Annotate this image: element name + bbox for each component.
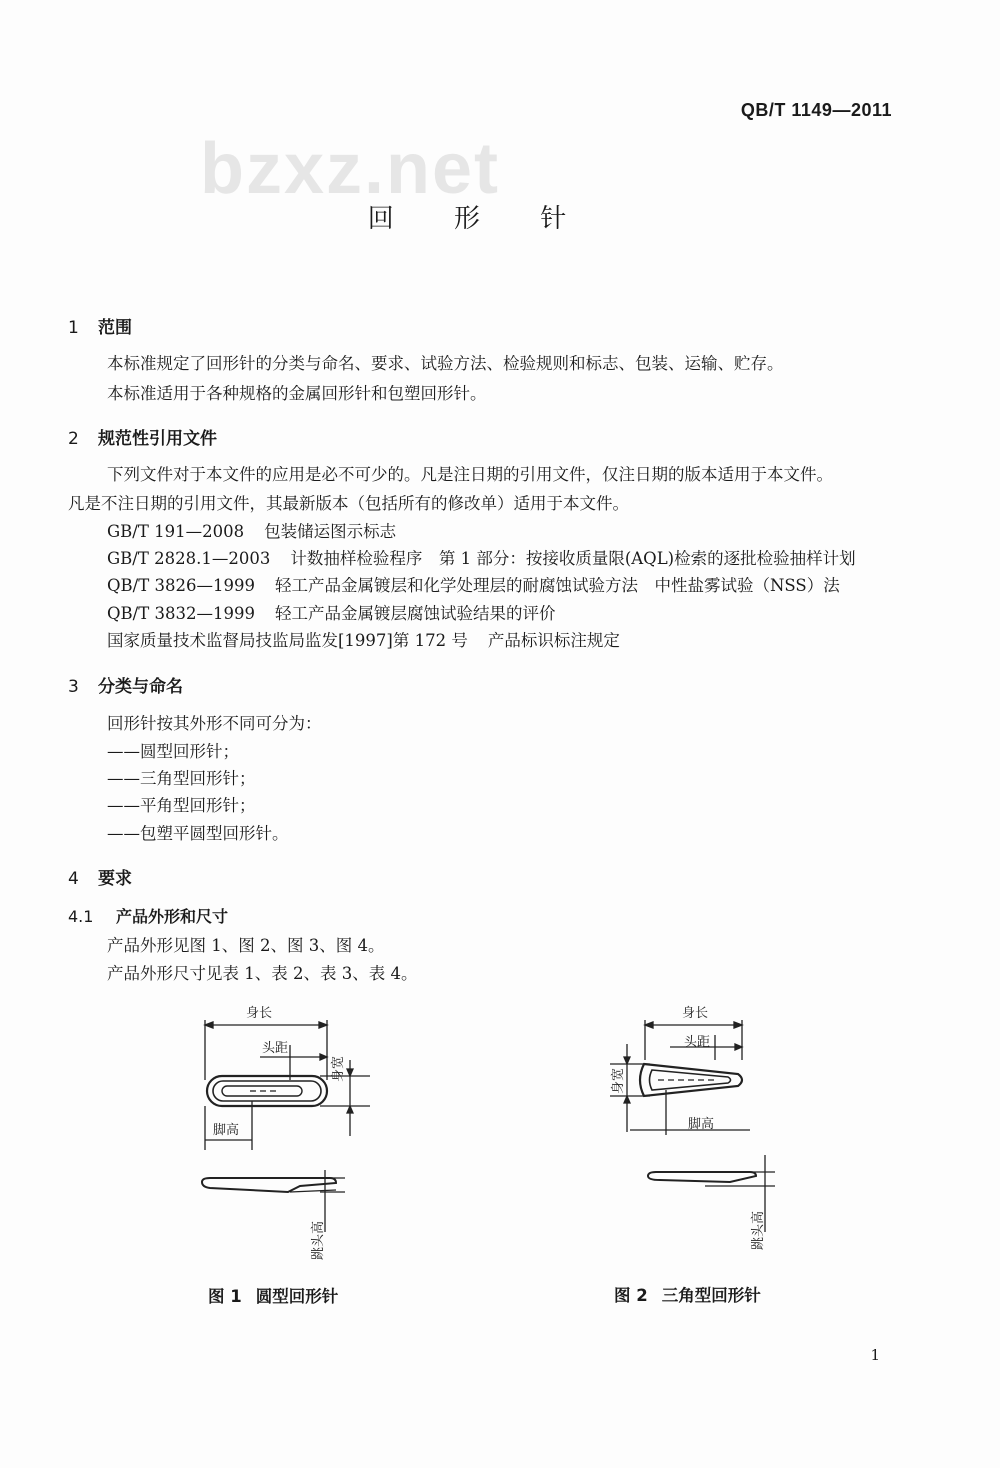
paragraph: 产品外形尺寸见表 1、表 2、表 3、表 4。 [107, 964, 418, 983]
section-title: 分类与命名 [98, 677, 183, 697]
figure-number: 图 2 [614, 1286, 648, 1305]
reference-item [107, 627, 620, 651]
section-title: 范围 [98, 318, 132, 338]
paragraph: 回形针按其外形不同可分为： [107, 714, 322, 733]
reference-code: GB/T 191—2008 [107, 522, 245, 541]
reference-code: GB/T 2828.1—2003 [107, 549, 271, 568]
figure-label: 身长 [682, 1006, 709, 1021]
section-number: 3 [68, 677, 79, 697]
paragraph: 本标准规定了回形针的分类与命名、要求、试验方法、检验规则和标志、包装、运输、贮存。 [107, 354, 784, 373]
figure-title: 圆型回形针 [255, 1287, 339, 1306]
page-number: 1 [870, 1346, 880, 1364]
reference-item [107, 518, 396, 542]
reference-item [107, 600, 555, 624]
reference-code: 国家质量技术监督局技监局监发[1997]第 172 号 [107, 631, 468, 650]
list-item: ——平角型回形针； [107, 796, 256, 815]
figure-1-caption [208, 1283, 338, 1307]
subsection-4-1-heading [68, 904, 228, 927]
paragraph: 本标准适用于各种规格的金属回形针和包塑回形针。 [107, 384, 487, 403]
reference-code: QB/T 3826—1999 [107, 576, 255, 595]
section-1-heading [68, 313, 132, 338]
reference-title: 轻工产品金属镀层和化学处理层的耐腐蚀试验方法 中性盐雾试验（NSS）法 [274, 576, 840, 595]
paragraph: 产品外形见图 1、图 2、图 3、图 4。 [107, 936, 385, 955]
subsection-title: 产品外形和尺寸 [116, 907, 229, 926]
document-title: 回 形 针 [367, 204, 593, 234]
figure-1-drawing [180, 1000, 380, 1270]
list-item: ——圆型回形针； [107, 742, 239, 761]
reference-title: 包装储运图示标志 [264, 522, 397, 541]
paragraph: 凡是不注日期的引用文件，其最新版本（包括所有的修改单）适用于本文件。 [68, 494, 629, 513]
section-2-heading [68, 424, 217, 449]
section-3-heading [68, 672, 183, 697]
section-title: 规范性引用文件 [98, 429, 217, 449]
section-number: 4 [68, 869, 79, 889]
figure-label: 头距 [684, 1035, 711, 1050]
figure-label: 身宽 [331, 1055, 346, 1082]
figure-label: 身宽 [611, 1067, 626, 1094]
figure-label: 脚高 [213, 1123, 240, 1138]
section-4-heading [68, 864, 132, 889]
figure-label: 身长 [246, 1006, 273, 1021]
figure-2-caption [614, 1282, 761, 1306]
figure-label: 头距 [262, 1041, 289, 1056]
watermark: bzxz.net [200, 129, 501, 209]
section-number: 2 [68, 429, 79, 449]
section-number: 1 [68, 318, 79, 338]
reference-code: QB/T 3832—1999 [107, 604, 255, 623]
list-item: ——包塑平圆型回形针。 [107, 824, 289, 843]
figure-number: 图 1 [208, 1287, 242, 1306]
subsection-number: 4.1 [68, 907, 94, 926]
figure-label: 脚高 [688, 1117, 715, 1132]
paragraph: 下列文件对于本文件的应用是必不可少的。凡是注日期的引用文件，仅注日期的版本适用于本文件。 [107, 465, 833, 484]
figure-label: 跳头高 [311, 1220, 326, 1260]
reference-item [107, 572, 840, 596]
reference-title: 计数抽样检验程序 第 1 部分：按接收质量限(AQL)检索的逐批检验抽样计划 [290, 549, 856, 568]
reference-title: 产品标识标注规定 [487, 631, 620, 650]
section-title: 要求 [98, 869, 132, 889]
figure-2-drawing [600, 1000, 800, 1270]
standard-code: QB/T 1149—2011 [740, 100, 892, 120]
reference-item [107, 545, 856, 569]
list-item: ——三角型回形针； [107, 769, 256, 788]
figure-title: 三角型回形针 [661, 1286, 761, 1305]
figure-label: 跳头高 [751, 1210, 766, 1250]
reference-title: 轻工产品金属镀层腐蚀试验结果的评价 [274, 604, 556, 623]
